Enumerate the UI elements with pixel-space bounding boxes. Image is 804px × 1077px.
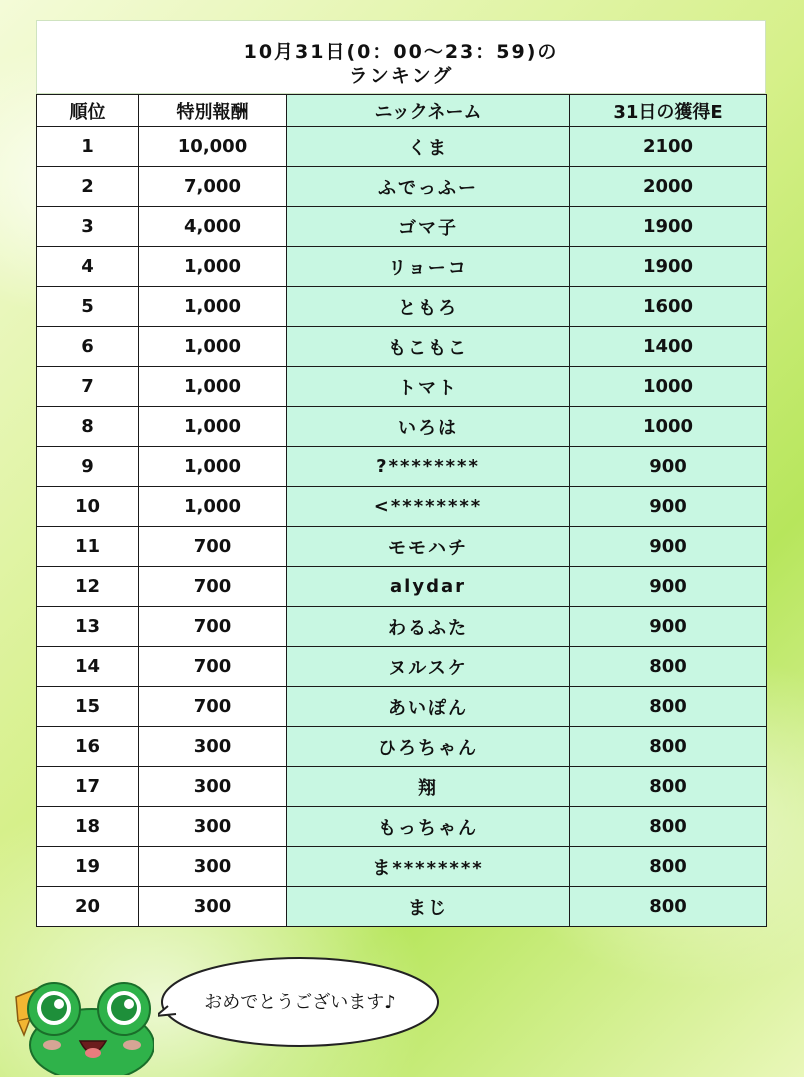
table-row bbox=[37, 847, 767, 887]
rank-cell: 12 bbox=[37, 567, 139, 607]
earned-cell: 2100 bbox=[570, 127, 767, 167]
reward-cell: 300 bbox=[139, 727, 287, 767]
nickname-cell: もっちゃん bbox=[287, 807, 570, 847]
nickname-cell: わるふた bbox=[287, 607, 570, 647]
table-row bbox=[37, 727, 767, 767]
table-row bbox=[37, 807, 767, 847]
reward-cell: 300 bbox=[139, 847, 287, 887]
earned-cell: 2000 bbox=[570, 167, 767, 207]
table-row bbox=[37, 607, 767, 647]
reward-cell: 10,000 bbox=[139, 127, 287, 167]
page-title-line2: ランキング bbox=[348, 65, 454, 87]
reward-cell: 1,000 bbox=[139, 447, 287, 487]
reward-cell: 1,000 bbox=[139, 487, 287, 527]
reward-cell: 1,000 bbox=[139, 407, 287, 447]
table-row bbox=[37, 527, 767, 567]
earned-cell: 900 bbox=[570, 607, 767, 647]
earned-cell: 800 bbox=[570, 767, 767, 807]
earned-cell: 900 bbox=[570, 567, 767, 607]
rank-cell: 15 bbox=[37, 687, 139, 727]
earned-cell: 1000 bbox=[570, 407, 767, 447]
rank-cell: 5 bbox=[37, 287, 139, 327]
table-row bbox=[37, 127, 767, 167]
rank-cell: 20 bbox=[37, 887, 139, 927]
rank-cell: 16 bbox=[37, 727, 139, 767]
nickname-cell: ふでっふー bbox=[287, 167, 570, 207]
earned-cell: 800 bbox=[570, 807, 767, 847]
frog-mascot-icon bbox=[14, 975, 154, 1075]
nickname-cell: ?******** bbox=[287, 447, 570, 487]
rank-cell: 3 bbox=[37, 207, 139, 247]
rank-cell: 2 bbox=[37, 167, 139, 207]
table-row bbox=[37, 207, 767, 247]
nickname-cell: リョーコ bbox=[287, 247, 570, 287]
rank-cell: 8 bbox=[37, 407, 139, 447]
reward-cell: 700 bbox=[139, 607, 287, 647]
table-row bbox=[37, 687, 767, 727]
earned-cell: 800 bbox=[570, 727, 767, 767]
table-row bbox=[37, 447, 767, 487]
reward-cell: 300 bbox=[139, 807, 287, 847]
nickname-cell: <******** bbox=[287, 487, 570, 527]
earned-cell: 1000 bbox=[570, 367, 767, 407]
nickname-cell: ゴマ子 bbox=[287, 207, 570, 247]
table-row bbox=[37, 567, 767, 607]
nickname-cell: ま******** bbox=[287, 847, 570, 887]
earned-cell: 1900 bbox=[570, 247, 767, 287]
earned-cell: 900 bbox=[570, 527, 767, 567]
reward-cell: 300 bbox=[139, 887, 287, 927]
nickname-cell: あいぽん bbox=[287, 687, 570, 727]
nickname-cell: ひろちゃん bbox=[287, 727, 570, 767]
rank-cell: 6 bbox=[37, 327, 139, 367]
nickname-cell: alydar bbox=[287, 567, 570, 607]
nickname-cell: トマト bbox=[287, 367, 570, 407]
earned-cell: 800 bbox=[570, 687, 767, 727]
reward-cell: 700 bbox=[139, 687, 287, 727]
reward-cell: 700 bbox=[139, 647, 287, 687]
reward-cell: 1,000 bbox=[139, 367, 287, 407]
rank-cell: 1 bbox=[37, 127, 139, 167]
rank-cell: 4 bbox=[37, 247, 139, 287]
earned-cell: 1900 bbox=[570, 207, 767, 247]
nickname-cell: もこもこ bbox=[287, 327, 570, 367]
table-row bbox=[37, 767, 767, 807]
column-header-rank: 順位 bbox=[37, 95, 139, 127]
title-panel bbox=[36, 20, 766, 94]
nickname-cell: まじ bbox=[287, 887, 570, 927]
rank-cell: 10 bbox=[37, 487, 139, 527]
table-row bbox=[37, 647, 767, 687]
rank-cell: 11 bbox=[37, 527, 139, 567]
earned-cell: 900 bbox=[570, 487, 767, 527]
reward-cell: 1,000 bbox=[139, 327, 287, 367]
table-row bbox=[37, 407, 767, 447]
nickname-cell: 翔 bbox=[287, 767, 570, 807]
rank-cell: 7 bbox=[37, 367, 139, 407]
rank-cell: 14 bbox=[37, 647, 139, 687]
rank-cell: 17 bbox=[37, 767, 139, 807]
nickname-cell: ともろ bbox=[287, 287, 570, 327]
rank-cell: 19 bbox=[37, 847, 139, 887]
reward-cell: 700 bbox=[139, 527, 287, 567]
table-header-row bbox=[37, 95, 767, 127]
nickname-cell: くま bbox=[287, 127, 570, 167]
table-row bbox=[37, 247, 767, 287]
table-row bbox=[37, 887, 767, 927]
table-row bbox=[37, 287, 767, 327]
reward-cell: 4,000 bbox=[139, 207, 287, 247]
column-header-earned: 31日の獲得E bbox=[570, 95, 767, 127]
nickname-cell: ヌルスケ bbox=[287, 647, 570, 687]
column-header-reward: 特別報酬 bbox=[139, 95, 287, 127]
reward-cell: 1,000 bbox=[139, 247, 287, 287]
table-row bbox=[37, 327, 767, 367]
page-title-line1: 10月31日(0：00〜23：59)の bbox=[243, 41, 559, 63]
table-row bbox=[37, 367, 767, 407]
earned-cell: 1600 bbox=[570, 287, 767, 327]
earned-cell: 900 bbox=[570, 447, 767, 487]
table-row bbox=[37, 487, 767, 527]
rank-cell: 13 bbox=[37, 607, 139, 647]
congratulations-message: おめでとうございます♪ bbox=[204, 992, 396, 1013]
earned-cell: 800 bbox=[570, 847, 767, 887]
earned-cell: 800 bbox=[570, 647, 767, 687]
ranking-table-body bbox=[37, 127, 767, 927]
table-row bbox=[37, 167, 767, 207]
rank-cell: 9 bbox=[37, 447, 139, 487]
nickname-cell: いろは bbox=[287, 407, 570, 447]
reward-cell: 300 bbox=[139, 767, 287, 807]
ranking-table bbox=[36, 94, 767, 927]
reward-cell: 7,000 bbox=[139, 167, 287, 207]
nickname-cell: モモハチ bbox=[287, 527, 570, 567]
column-header-nickname: ニックネーム bbox=[287, 95, 570, 127]
earned-cell: 800 bbox=[570, 887, 767, 927]
earned-cell: 1400 bbox=[570, 327, 767, 367]
reward-cell: 1,000 bbox=[139, 287, 287, 327]
rank-cell: 18 bbox=[37, 807, 139, 847]
reward-cell: 700 bbox=[139, 567, 287, 607]
